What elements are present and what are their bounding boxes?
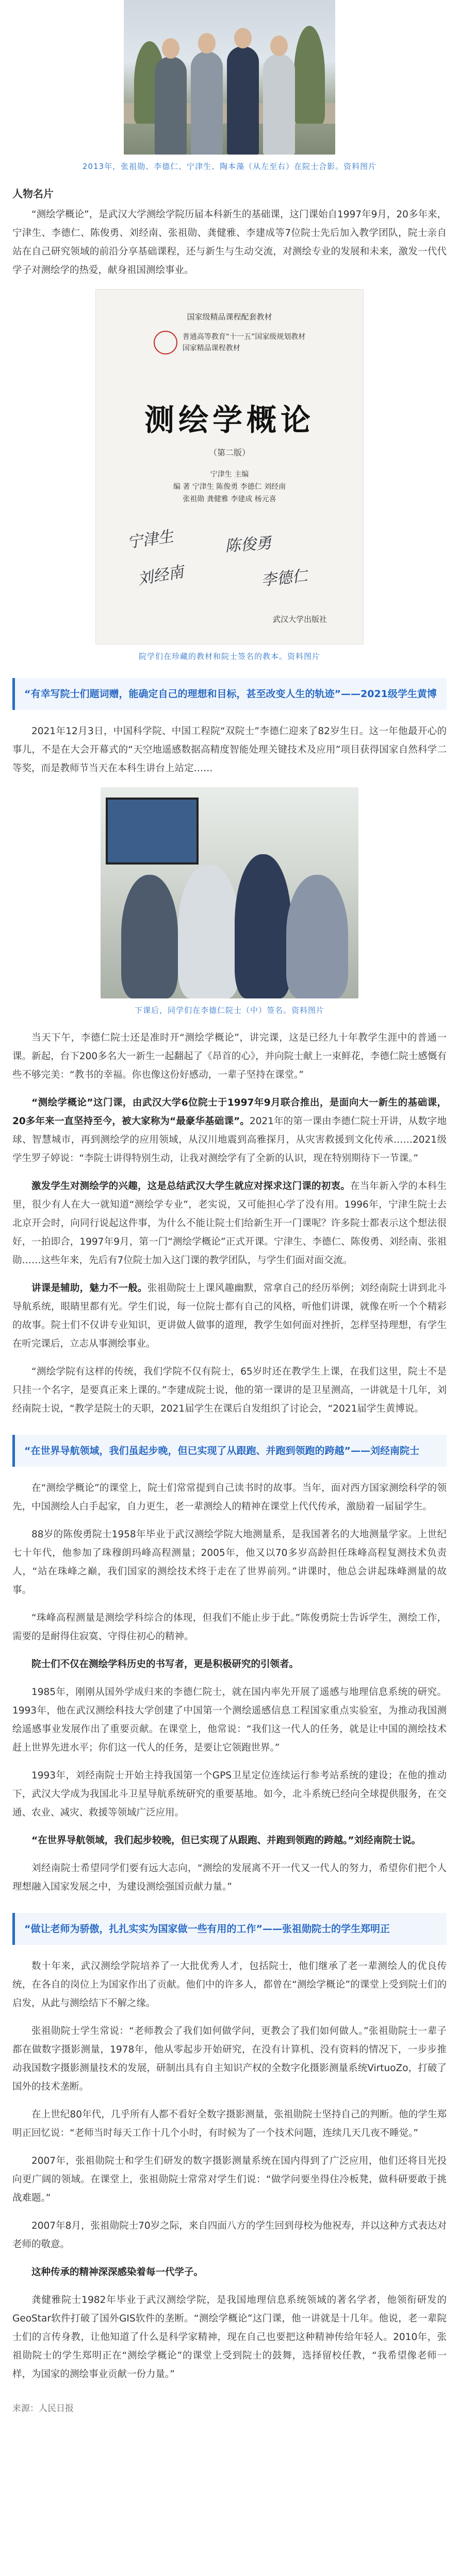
series-logo-icon: [154, 331, 177, 354]
person-head: [162, 38, 179, 59]
person-figure: [227, 46, 259, 155]
section-heading: 人物名片: [12, 188, 54, 200]
person-figure: [263, 54, 295, 155]
signature: 李德仁: [260, 567, 308, 590]
lead-paragraph: 这种传承的精神深深感染着每一代学子。: [31, 2267, 204, 2278]
lead-text: 激发学生对测绘学的兴趣，这是总结武汉大学生就应对探求这门课的初衷。: [31, 1181, 350, 1192]
person-figure: [286, 875, 348, 998]
signature: 刘经南: [136, 563, 185, 589]
signature: 陈俊勇: [224, 534, 272, 556]
book-authors: 张祖勋 龚健雅 李建成 杨元喜: [183, 495, 276, 503]
book-authors: 编 著 宁津生 陈俊勇 李德仁 刘经南: [173, 483, 286, 491]
paragraph: 张祖勋院士学生常说：“老师教会了我们如何做学问，更教会了我们如何做人。”张祖勋院士一辈子都在做数字摄影测量，1978年，他从零起步开始研究，在没有计算机、没有资料的情况下，一步步推动我国数字摄影测量技术的发展，研制出具有自主知识产权的全数字化摄影测量系统VirtuoZo，打破了国外的技术垄断。: [12, 2026, 447, 2092]
photo-caption: 2013年，张祖勋、李德仁、宁津生、陶本藻（从左至右）在院士合影。资料图片: [82, 162, 377, 171]
person-figure: [121, 875, 178, 998]
screen-shape: [106, 798, 199, 865]
paragraph: [12, 1279, 447, 1353]
section-title: “有幸写院士们题词赠，能确定自己的理想和目标，甚至改变人生的轨迹”——2021级学生黄博: [12, 678, 447, 710]
paragraph: “测绘学概论”，是武汉大学测绘学院历届本科新生的基础课，这门课始自1997年9月，20多年来，宁津生、李德仁、陈俊勇、刘经南、张祖勋、龚健雅、李建成等7位院士先后加入教学团队，院士亲自站在自己研究领域的前沿分享基础课程，还与新生与生动交流，对测绘专业的发展和未来，激发一代代学子对测绘学的热爱，献身祖国测绘事业。: [12, 209, 447, 276]
cover-series-line: 普通高等教育“十一五”国家级规划教材: [182, 333, 306, 341]
paragraph: 1993年，刘经南院士开始主持我国第一个GPS卫星定位连续运行参考站系统的建设；在他的推动下，武汉大学成为我国北斗卫星导航系统研究的重要基地。如今，北斗系统已经向全球提供服务，在交通、农业、减灾、救援等领域广泛应用。: [12, 1770, 447, 1818]
book-chief-editor: 宁津生 主编: [210, 470, 249, 479]
paragraph: 2021年12月3日，中国科学院、中国工程院“双院士”李德仁迎来了82岁生日。这一年他最开心的事儿，不是在大会开幕式的“天空地遥感数据高精度智能处理关键技术及应用”项目获得国家自然科学二等奖，而是教师节当天在本科生讲台上站定……: [12, 726, 447, 774]
paragraph: “珠峰高程测量是测绘学科综合的体现，但我们不能止步于此。”陈俊勇院士告诉学生，测绘工作，需要的是耐得住寂寞、守得住初心的精神。: [12, 1613, 447, 1642]
paragraph: 2007年8月，张祖勋院士70岁之际，来自四面八方的学生回到母校为他祝寿，并以这种方式表达对老师的敬意。: [12, 2221, 447, 2250]
paragraph-text: 在当年新入学的本科生里，很少有人在大一就知道“测绘学专业”，老实说，又可能担心学了没有用。1996年，宁津生院士去北京开会时，向同行说起这件事，为什么不能让院士们给新生开一门课呢？许多院士都表示这个想法很好，一拍即合，1997年9月，第一门“测绘学概论”正式开课。宁津生、李德仁、陈俊勇、刘经南、张祖勋……这些年来，先后有7位院士加入这门课的教学团队，与学生们面对面交流。: [12, 1181, 447, 1266]
photo-caption: 下课后，同学们在李德仁院士（中）签名。资料图片: [134, 1006, 324, 1015]
paragraph-text: 2021年的第一课由李德仁院士开讲，从数字地球、智慧城市，再到测绘学的应用领域，从汉川地震到高雅探月，从灾害救援到文化传承……2021级学生罗子婷说：“李院士讲得特别生动，让我对测绘学有了全新的认识，现在特别期待下一节课。”: [12, 1116, 447, 1164]
section-title: “在世界导航领域，我们虽起步晚，但已实现了从跟跑、并跑到领跑的跨越”——刘经南院士: [12, 1435, 447, 1467]
person-head: [198, 33, 216, 54]
lead-text: 讲课是辅助，魅力不一般。: [31, 1283, 147, 1294]
lead-text: “测绘学概论”这门课，由武汉大学6位院士于1997年9月联合推出，是面向大一新生的基础课，20多年来一直坚持至今，被大家称为“最豪华基础课”。: [12, 1097, 447, 1127]
book-publisher: 武汉大学出版社: [272, 615, 327, 624]
paragraph: 数十年来，武汉测绘学院培养了一大批优秀人才，包括院士，他们继承了老一辈测绘人的优良传统，在各自的岗位上为国家作出了贡献。他们中的许多人，都曾在“测绘学概论”的课堂上受到院士们的启发，从此与测绘结下不解之缘。: [12, 1961, 447, 2009]
book-cover-photo: [95, 289, 364, 645]
paragraph: 龚健雅院士1982年毕业于武汉测绘学院，是我国地理信息系统领域的著名学者，他领衔研发的GeoStar软件打破了国外GIS软件的垄断。“测绘学概论”这门课，他一讲就是十几年。他说，老一辈院士们的言传身教，让他知道了什么是科学家精神，现在自己也要把这种精神传给年轻人。2010年，张祖勋院士的学生郑明正在“测绘学概论”的课堂上受到院士的鼓舞，选择留校任教，“我希望像老师一样，为国家的测绘事业贡献一份力量。”: [12, 2295, 447, 2380]
tree-shape: [294, 26, 325, 124]
paragraph: 在上世纪80年代，几乎所有人都不看好全数字摄影测量，张祖勋院士坚持自己的判断。他的学生郑明正回忆说：“老师当时每天工作十几个小时，有时候为了一个技术问题，连续几天几夜不睡觉。”: [12, 2109, 447, 2139]
photo-caption: 院学们在珍藏的教材和院士签名的教本。资料图片: [138, 652, 320, 661]
cover-series-line: 国家精品课程教材: [182, 344, 240, 352]
lead-paragraph: 院士们不仅在测绘学科历史的书写者，更是积极研究的引领者。: [31, 1659, 299, 1670]
person-figure: [191, 52, 223, 155]
paragraph: [12, 1094, 447, 1168]
cover-series: [122, 331, 337, 354]
source-note: 来源：人民日报: [12, 2403, 74, 2414]
person-figure: [178, 865, 240, 998]
paragraph-text: 张祖勋院士上课风趣幽默，常拿自己的经历举例；刘经南院士讲到北斗导航系统，眼睛里都有光。学生们说，每一位院士都有自己的风格，听他们讲课，就像在听一个个精彩的故事。院士们不仅讲专业知识，更讲做人做事的道理，教学生如何面对挫折，怎样坚持理想，有学生在听完课后，立志从事测绘事业。: [12, 1283, 447, 1349]
section-title: “做让老师为骄傲，扎扎实实为国家做一些有用的工作”——张祖勋院士的学生郑明正: [12, 1913, 447, 1945]
paragraph: 刘经南院士希望同学们要有远大志向，“测绘的发展离不开一代又一代人的努力，希望你们把个人理想融入国家发展之中，为建设测绘强国贡献力量。”: [12, 1863, 447, 1892]
signature: 宁津生: [126, 527, 175, 552]
person-head: [270, 36, 288, 56]
person-figure: [235, 854, 291, 998]
paragraph: 当天下午，李德仁院士还是准时开“测绘学概论”，讲完课，这是已经九十年教学生涯中的普通一课。新起，台下200多名大一新生一起翻起了《昂首的心》，并向院士献上一束鲜花，李德仁院士感慨有些不够完美：“教书的幸福。你也像这份好感动，一辈子坚持在课堂。”: [12, 1032, 447, 1080]
classroom-photo: [101, 787, 358, 998]
paragraph: 在“测绘学概论”的课堂上，院士们常常提到自己读书时的故事。当年，面对西方国家测绘科学的领先，中国测绘人白手起家，自力更生，老一辈测绘人的精神在课堂上代代传承，激励着一届届学生。: [12, 1483, 447, 1512]
paragraph: 1985年，刚刚从国外学成归来的李德仁院士，就在国内率先开展了遥感与地理信息系统的研究。1993年，他在武汉测绘科技大学创建了中国第一个测绘遥感信息工程国家重点实验室，为推动我国测绘遥感事业发展作出了重要贡献。在课堂上，他常说：“我们这一代人的任务，就是让中国的测绘技术赶上世界先进水平；你们这一代人的任务，是要让它领跑世界。”: [12, 1687, 447, 1753]
person-head: [234, 28, 252, 48]
group-photo: [124, 0, 335, 155]
book-edition: （第二版）: [208, 448, 250, 457]
paragraph: 2007年，张祖勋院士和学生们研发的数字摄影测量系统在国内得到了广泛应用，他们还将目光投向更广阔的领域。在课堂上，张祖勋院士常常对学生们说：“做学问要坐得住冷板凳，做科研要敢于挑战难题。”: [12, 2156, 447, 2204]
quote-paragraph: “在世界导航领域，我们起步较晚，但已实现了从跟跑、并跑到领跑的跨越。”刘经南院士说。: [31, 1835, 421, 1846]
paragraph: [12, 1177, 447, 1270]
cover-top-text: 国家级精品课程配套教材: [187, 312, 272, 321]
paragraph: “测绘学院有这样的传统，我们学院不仅有院士，65岁时还在教学生上课，在我们这里，院士不是只挂一个名字，是要真正来上课的。”李建成院士说，他的第一课讲的是卫星测高，一讲就是十几年，刘经南院士说，“教学是院士的天职，2021届学生在课后自发组织了讨论会，“2021届学生黄博说。: [12, 1366, 447, 1414]
person-figure: [155, 57, 187, 155]
paragraph: 88岁的陈俊勇院士1958年毕业于武汉测绘学院大地测量系，是我国著名的大地测量学家。上世纪七十年代，他参加了珠穆朗玛峰高程测量；2005年，他又以70多岁高龄担任珠峰高程复测技术负责人，“站在珠峰之巅，我们国家的测绘技术终于走在了世界前列。”讲课时，他总会讲起珠峰测量的故事。: [12, 1529, 447, 1596]
book-title: 测绘学概论: [144, 402, 315, 437]
